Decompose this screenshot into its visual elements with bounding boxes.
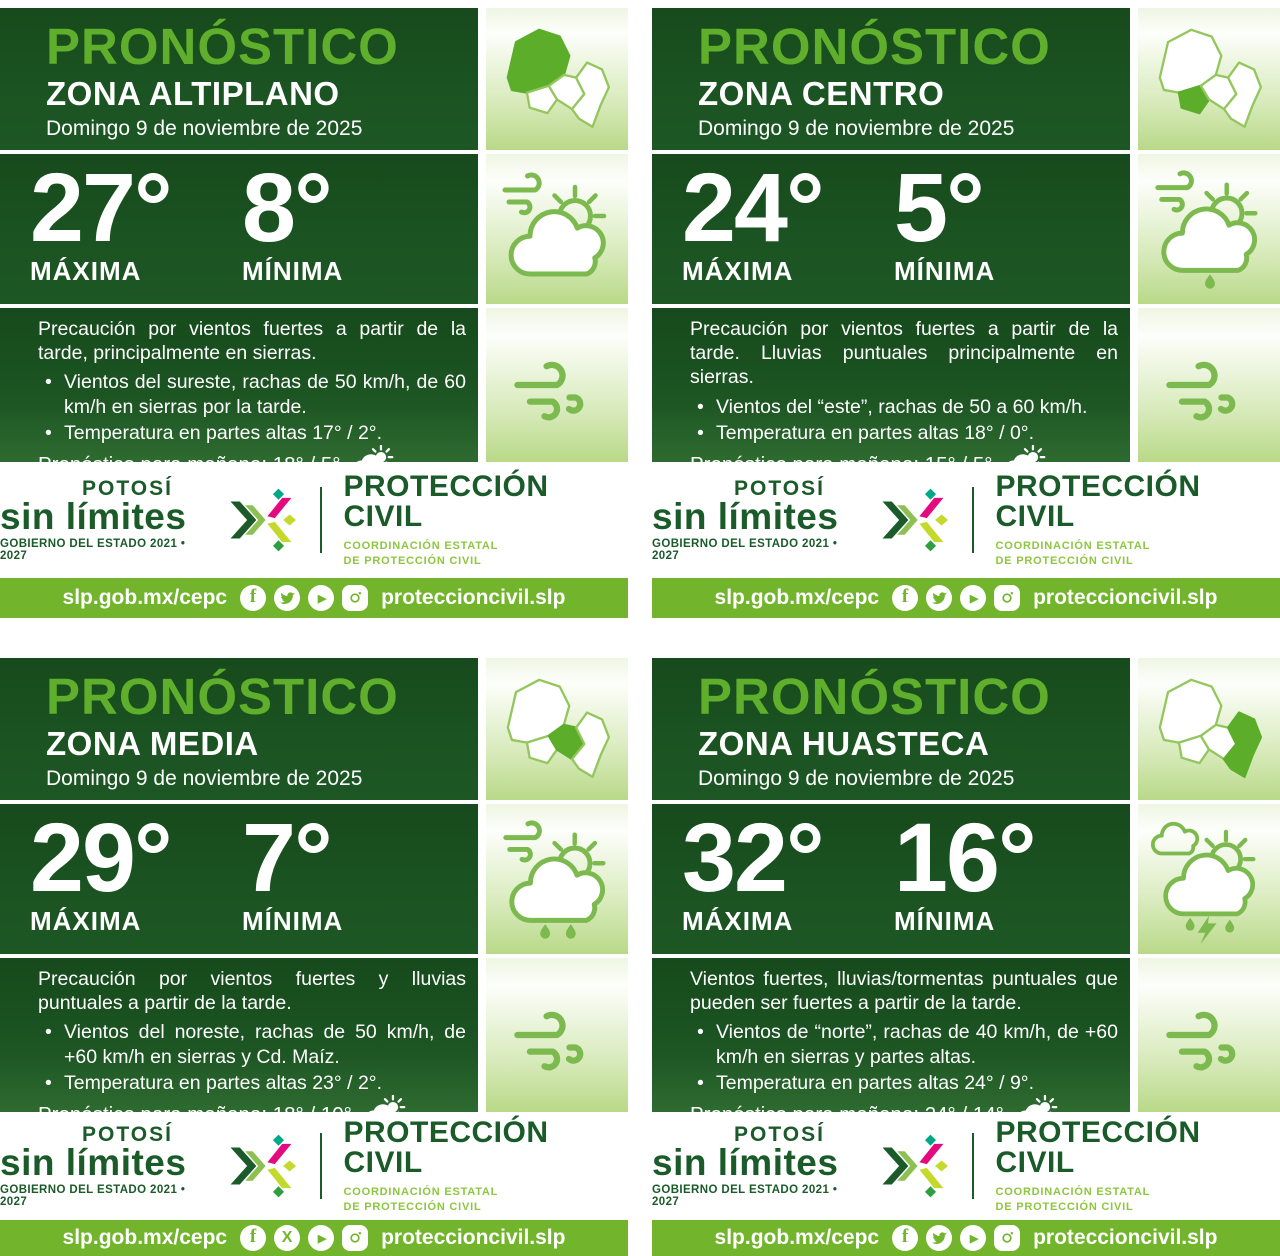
potosi-wordmark: POTOSÍ <box>734 476 825 500</box>
footer-handle[interactable]: proteccioncivil.slp <box>1033 586 1218 609</box>
max-temp-label: MÁXIMA <box>30 256 142 287</box>
proteccion-civil-logo <box>995 1115 1280 1215</box>
card-header <box>652 658 1130 800</box>
slp-state-map-icon <box>494 673 620 785</box>
potosi-x-logo-icon <box>225 482 299 558</box>
advisory-bullet: • Temperatura en partes altas 24° / 9°. <box>690 1071 1118 1095</box>
coordinacion-line: COORDINACIÓN ESTATAL DE PROTECCIÓN CIVIL <box>343 539 499 567</box>
state-map-panel <box>486 658 628 800</box>
zone-title: ZONA ALTIPLANO <box>46 74 340 112</box>
date-line: Domingo 9 de noviembre de 2025 <box>46 766 363 790</box>
logo-strip <box>652 462 1280 578</box>
potosi-x-logo-icon <box>877 1128 951 1204</box>
tomorrow-forecast: Pronóstico para mañana: 24° / 14° <box>690 1103 1004 1127</box>
temperature-block <box>652 804 1130 954</box>
date-line: Domingo 9 de noviembre de 2025 <box>698 766 1015 790</box>
advisory-bullet: • Temperatura en partes altas 23° / 2°. <box>38 1071 466 1095</box>
slp-state-map-icon <box>494 23 620 135</box>
max-temp-label: MÁXIMA <box>682 256 794 287</box>
advisory-bullet: • Vientos del sureste, rachas de 50 km/h, de 60 km/h en sierras por la tarde. <box>38 370 466 418</box>
facebook-icon[interactable] <box>892 585 918 611</box>
weather-icon-panel <box>486 804 628 954</box>
advisory-block <box>0 958 478 1127</box>
footer-bar <box>0 578 628 618</box>
logo-strip <box>0 462 628 578</box>
footer-bar <box>652 578 1280 618</box>
logo-divider <box>972 487 975 553</box>
sin-limites-wordmark: sin límites <box>0 1141 187 1183</box>
wind-icon-panel <box>1138 958 1280 1112</box>
wind-gust-icon <box>1159 337 1259 433</box>
youtube-icon[interactable] <box>960 585 986 611</box>
wind-icon-panel <box>486 958 628 1112</box>
advisory-block <box>0 308 478 477</box>
advisory-bullet: • Vientos del noreste, rachas de 50 km/h, de +60 km/h en sierras y Cd. Maíz. <box>38 1020 466 1068</box>
proteccion-civil-title: PROTECCIÓN CIVIL <box>343 1115 549 1179</box>
youtube-icon[interactable] <box>308 1225 334 1251</box>
gobierno-line: GOBIERNO DEL ESTADO 2021 • 2027 <box>0 1184 186 1209</box>
wind-icon-panel <box>1138 308 1280 462</box>
advisory-intro: Precaución por vientos fuertes a partir de la tarde. Lluvias puntuales principalmente en sierras. <box>690 318 1118 389</box>
max-temp-value: 29° <box>30 803 171 912</box>
logo-strip <box>652 1112 1280 1220</box>
footer-url[interactable]: slp.gob.mx/cepc <box>62 1226 228 1249</box>
gobierno-line: GOBIERNO DEL ESTADO 2021 • 2027 <box>0 538 186 563</box>
footer-url[interactable]: slp.gob.mx/cepc <box>714 1226 880 1249</box>
advisory-intro: Vientos fuertes, lluvias/tormentas puntuales que pueden ser fuertes a partir de la tarde. <box>690 968 1118 1015</box>
potosi-x-logo-icon <box>877 482 951 558</box>
twitter-icon[interactable] <box>274 585 300 611</box>
max-temp-value: 32° <box>682 803 823 912</box>
min-temp-value: 5° <box>894 153 983 262</box>
facebook-icon[interactable] <box>240 585 266 611</box>
zone-title: ZONA CENTRO <box>698 74 945 112</box>
footer-handle[interactable]: proteccioncivil.slp <box>1033 1226 1218 1249</box>
potosi-wordmark: POTOSÍ <box>734 1122 825 1146</box>
youtube-icon[interactable] <box>308 585 334 611</box>
potosi-sin-limites-logo <box>652 478 862 562</box>
twitter-icon[interactable] <box>926 1225 952 1251</box>
date-line: Domingo 9 de noviembre de 2025 <box>698 116 1015 140</box>
slp-state-map-icon <box>1146 673 1272 785</box>
proteccion-civil-logo <box>343 469 628 569</box>
page-title: PRONÓSTICO <box>698 18 1051 75</box>
logo-divider <box>972 1133 975 1199</box>
footer-handle[interactable]: proteccioncivil.slp <box>381 1226 566 1249</box>
card-header <box>0 658 478 800</box>
potosi-sin-limites-logo <box>652 1124 862 1208</box>
proteccion-civil-title: PROTECCIÓN CIVIL <box>995 1115 1201 1179</box>
forecast-card-altiplano <box>0 0 628 628</box>
max-temp-value: 27° <box>30 153 171 262</box>
zone-title: ZONA MEDIA <box>46 724 259 762</box>
wind-gust-icon <box>507 987 607 1083</box>
coordinacion-line: COORDINACIÓN ESTATAL DE PROTECCIÓN CIVIL <box>995 539 1151 567</box>
min-temp-label: MÍNIMA <box>242 906 344 937</box>
footer-bar <box>0 1220 628 1256</box>
footer-url[interactable]: slp.gob.mx/cepc <box>62 586 228 609</box>
footer-url[interactable]: slp.gob.mx/cepc <box>714 586 880 609</box>
date-line: Domingo 9 de noviembre de 2025 <box>46 116 363 140</box>
sin-limites-wordmark: sin límites <box>652 1141 839 1183</box>
state-map-panel <box>1138 658 1280 800</box>
logo-divider <box>320 1133 323 1199</box>
tomorrow-forecast: Pronóstico para mañana: 18° / 5° <box>38 453 341 477</box>
gobierno-line: GOBIERNO DEL ESTADO 2021 • 2027 <box>652 1184 838 1209</box>
potosi-x-logo-icon <box>225 1128 299 1204</box>
storm-sun-clouds-icon <box>1149 812 1269 946</box>
advisory-block <box>652 958 1130 1127</box>
tomorrow-forecast: Pronóstico para mañana: 15° / 5° <box>690 453 993 477</box>
potosi-sin-limites-logo <box>0 478 210 562</box>
max-temp-label: MÁXIMA <box>682 906 794 937</box>
twitter-icon[interactable] <box>926 585 952 611</box>
proteccion-civil-logo <box>343 1115 628 1215</box>
logo-strip <box>0 1112 628 1220</box>
advisory-block <box>652 308 1130 477</box>
wind-sun-cloud-rain-icon <box>1147 164 1271 294</box>
advisory-bullet: • Vientos de “norte”, rachas de 40 km/h, de +60 km/h en sierras y partes altas. <box>690 1020 1118 1068</box>
wind-gust-icon <box>507 337 607 433</box>
potosi-wordmark: POTOSÍ <box>82 476 173 500</box>
advisory-bullet: • Temperatura en partes altas 17° / 2°. <box>38 421 466 445</box>
potosi-sin-limites-logo <box>0 1124 210 1208</box>
weather-icon-panel <box>486 154 628 304</box>
sin-limites-wordmark: sin límites <box>652 495 839 537</box>
temperature-block <box>0 154 478 304</box>
weather-icon-panel <box>1138 154 1280 304</box>
youtube-icon[interactable] <box>960 1225 986 1251</box>
wind-sun-cloud-rain-icon <box>495 814 619 944</box>
forecast-card-huasteca <box>652 628 1280 1256</box>
tomorrow-forecast: Pronóstico para mañana: 18° / 10° <box>38 1103 352 1127</box>
temperature-block <box>0 804 478 954</box>
instagram-icon[interactable] <box>994 585 1020 611</box>
page-title: PRONÓSTICO <box>46 668 399 725</box>
gobierno-line: GOBIERNO DEL ESTADO 2021 • 2027 <box>652 538 838 563</box>
facebook-icon[interactable] <box>892 1225 918 1251</box>
advisory-intro: Precaución por vientos fuertes y lluvias puntuales a partir de la tarde. <box>38 968 466 1015</box>
min-temp-value: 8° <box>242 153 331 262</box>
state-map-panel <box>1138 8 1280 150</box>
min-temp-value: 7° <box>242 803 331 912</box>
state-map-panel <box>486 8 628 150</box>
coordinacion-line: COORDINACIÓN ESTATAL DE PROTECCIÓN CIVIL <box>995 1185 1151 1213</box>
sin-limites-wordmark: sin límites <box>0 495 187 537</box>
min-temp-label: MÍNIMA <box>242 256 344 287</box>
proteccion-civil-title: PROTECCIÓN CIVIL <box>343 469 549 533</box>
card-header <box>652 8 1130 150</box>
weather-icon-panel <box>1138 804 1280 954</box>
facebook-icon[interactable] <box>240 1225 266 1251</box>
max-temp-label: MÁXIMA <box>30 906 142 937</box>
x-twitter-icon[interactable] <box>274 1225 300 1251</box>
instagram-icon[interactable] <box>994 1225 1020 1251</box>
instagram-icon[interactable] <box>342 585 368 611</box>
min-temp-label: MÍNIMA <box>894 906 996 937</box>
proteccion-civil-logo <box>995 469 1280 569</box>
zone-title: ZONA HUASTECA <box>698 724 990 762</box>
temperature-block <box>652 154 1130 304</box>
min-temp-label: MÍNIMA <box>894 256 996 287</box>
forecast-card-media <box>0 628 628 1256</box>
wind-icon-panel <box>486 308 628 462</box>
advisory-bullet: • Vientos del “este”, rachas de 50 a 60 km/h. <box>690 395 1118 419</box>
wind-sun-cloud-icon <box>495 166 619 292</box>
advisory-intro: Precaución por vientos fuertes a partir de la tarde, principalmente en sierras. <box>38 318 466 365</box>
advisory-bullet: • Temperatura en partes altas 18° / 0°. <box>690 421 1118 445</box>
footer-handle[interactable]: proteccioncivil.slp <box>381 586 566 609</box>
max-temp-value: 24° <box>682 153 823 262</box>
logo-divider <box>320 487 323 553</box>
card-header <box>0 8 478 150</box>
proteccion-civil-title: PROTECCIÓN CIVIL <box>995 469 1201 533</box>
footer-bar <box>652 1220 1280 1256</box>
potosi-wordmark: POTOSÍ <box>82 1122 173 1146</box>
forecast-card-centro <box>652 0 1280 628</box>
min-temp-value: 16° <box>894 803 1035 912</box>
coordinacion-line: COORDINACIÓN ESTATAL DE PROTECCIÓN CIVIL <box>343 1185 499 1213</box>
page-title: PRONÓSTICO <box>698 668 1051 725</box>
wind-gust-icon <box>1159 987 1259 1083</box>
instagram-icon[interactable] <box>342 1225 368 1251</box>
page-title: PRONÓSTICO <box>46 18 399 75</box>
slp-state-map-icon <box>1146 23 1272 135</box>
